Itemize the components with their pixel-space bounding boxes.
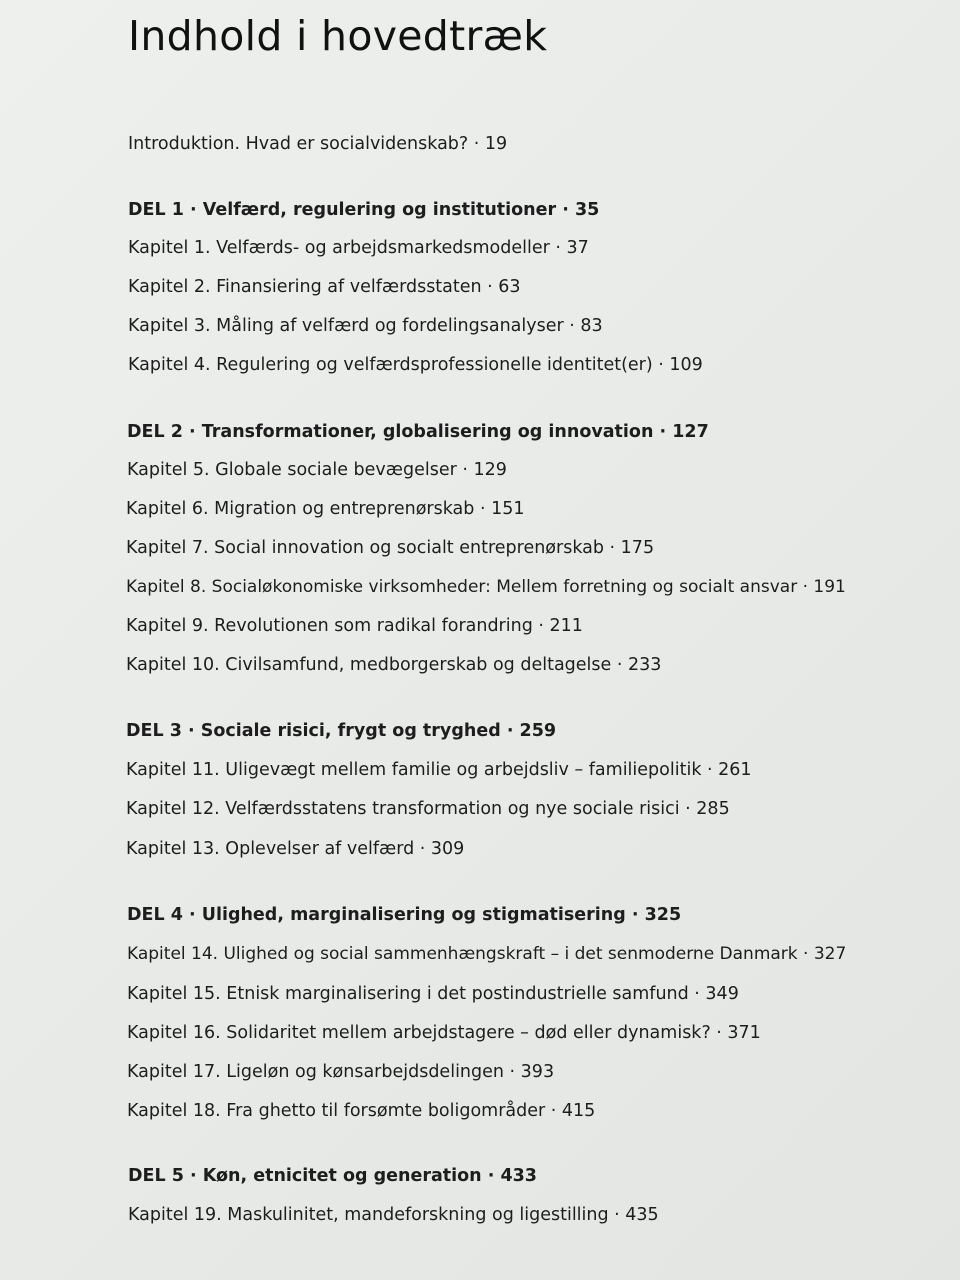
part-5-heading: DEL 5 · Køn, etnicitet og generation · 433 (128, 1166, 537, 1186)
chapter-8-entry: Kapitel 8. Socialøkonomiske virksomheder: Mellem forretning og socialt ansvar · 191 (126, 577, 846, 597)
part-4-heading: DEL 4 · Ulighed, marginalisering og stigmatisering · 325 (127, 905, 682, 925)
part-2-heading: DEL 2 · Transformationer, globalisering og innovation · 127 (127, 422, 709, 442)
chapter-19-entry: Kapitel 19. Maskulinitet, mandeforskning og ligestilling · 435 (128, 1205, 659, 1225)
chapter-15-entry: Kapitel 15. Etnisk marginalisering i det postindustrielle samfund · 349 (127, 984, 739, 1004)
chapter-4-entry: Kapitel 4. Regulering og velfærdsprofessionelle identitet(er) · 109 (128, 355, 703, 375)
page-title: Indhold i hovedtræk (128, 12, 548, 60)
chapter-13-entry: Kapitel 13. Oplevelser af velfærd · 309 (126, 839, 465, 859)
chapter-14-entry: Kapitel 14. Ulighed og social sammenhængskraft – i det senmoderne Danmark · 327 (127, 944, 847, 964)
part-3-heading: DEL 3 · Sociale risici, frygt og tryghed · 259 (126, 721, 557, 741)
chapter-18-entry: Kapitel 18. Fra ghetto til forsømte boligområder · 415 (127, 1101, 596, 1121)
chapter-6-entry: Kapitel 6. Migration og entreprenørskab · 151 (126, 499, 525, 519)
chapter-12-entry: Kapitel 12. Velfærdsstatens transformation og nye sociale risici · 285 (126, 799, 730, 819)
chapter-2-entry: Kapitel 2. Finansiering af velfærdsstaten · 63 (128, 277, 521, 297)
chapter-1-entry: Kapitel 1. Velfærds- og arbejdsmarkedsmodeller · 37 (128, 238, 589, 258)
chapter-5-entry: Kapitel 5. Globale sociale bevægelser · 129 (127, 460, 507, 480)
chapter-7-entry: Kapitel 7. Social innovation og socialt entreprenørskab · 175 (126, 538, 655, 558)
chapter-17-entry: Kapitel 17. Ligeløn og kønsarbejdsdelingen · 393 (127, 1062, 555, 1082)
introduction-entry: Introduktion. Hvad er socialvidenskab? · 19 (128, 134, 508, 154)
chapter-10-entry: Kapitel 10. Civilsamfund, medborgerskab og deltagelse · 233 (126, 655, 662, 675)
part-1-heading: DEL 1 · Velfærd, regulering og institutioner · 35 (128, 200, 600, 220)
chapter-16-entry: Kapitel 16. Solidaritet mellem arbejdstagere – død eller dynamisk? · 371 (127, 1023, 761, 1043)
chapter-11-entry: Kapitel 11. Uligevægt mellem familie og arbejdsliv – familiepolitik · 261 (126, 760, 752, 780)
chapter-3-entry: Kapitel 3. Måling af velfærd og fordelingsanalyser · 83 (128, 316, 603, 336)
chapter-9-entry: Kapitel 9. Revolutionen som radikal forandring · 211 (126, 616, 583, 636)
